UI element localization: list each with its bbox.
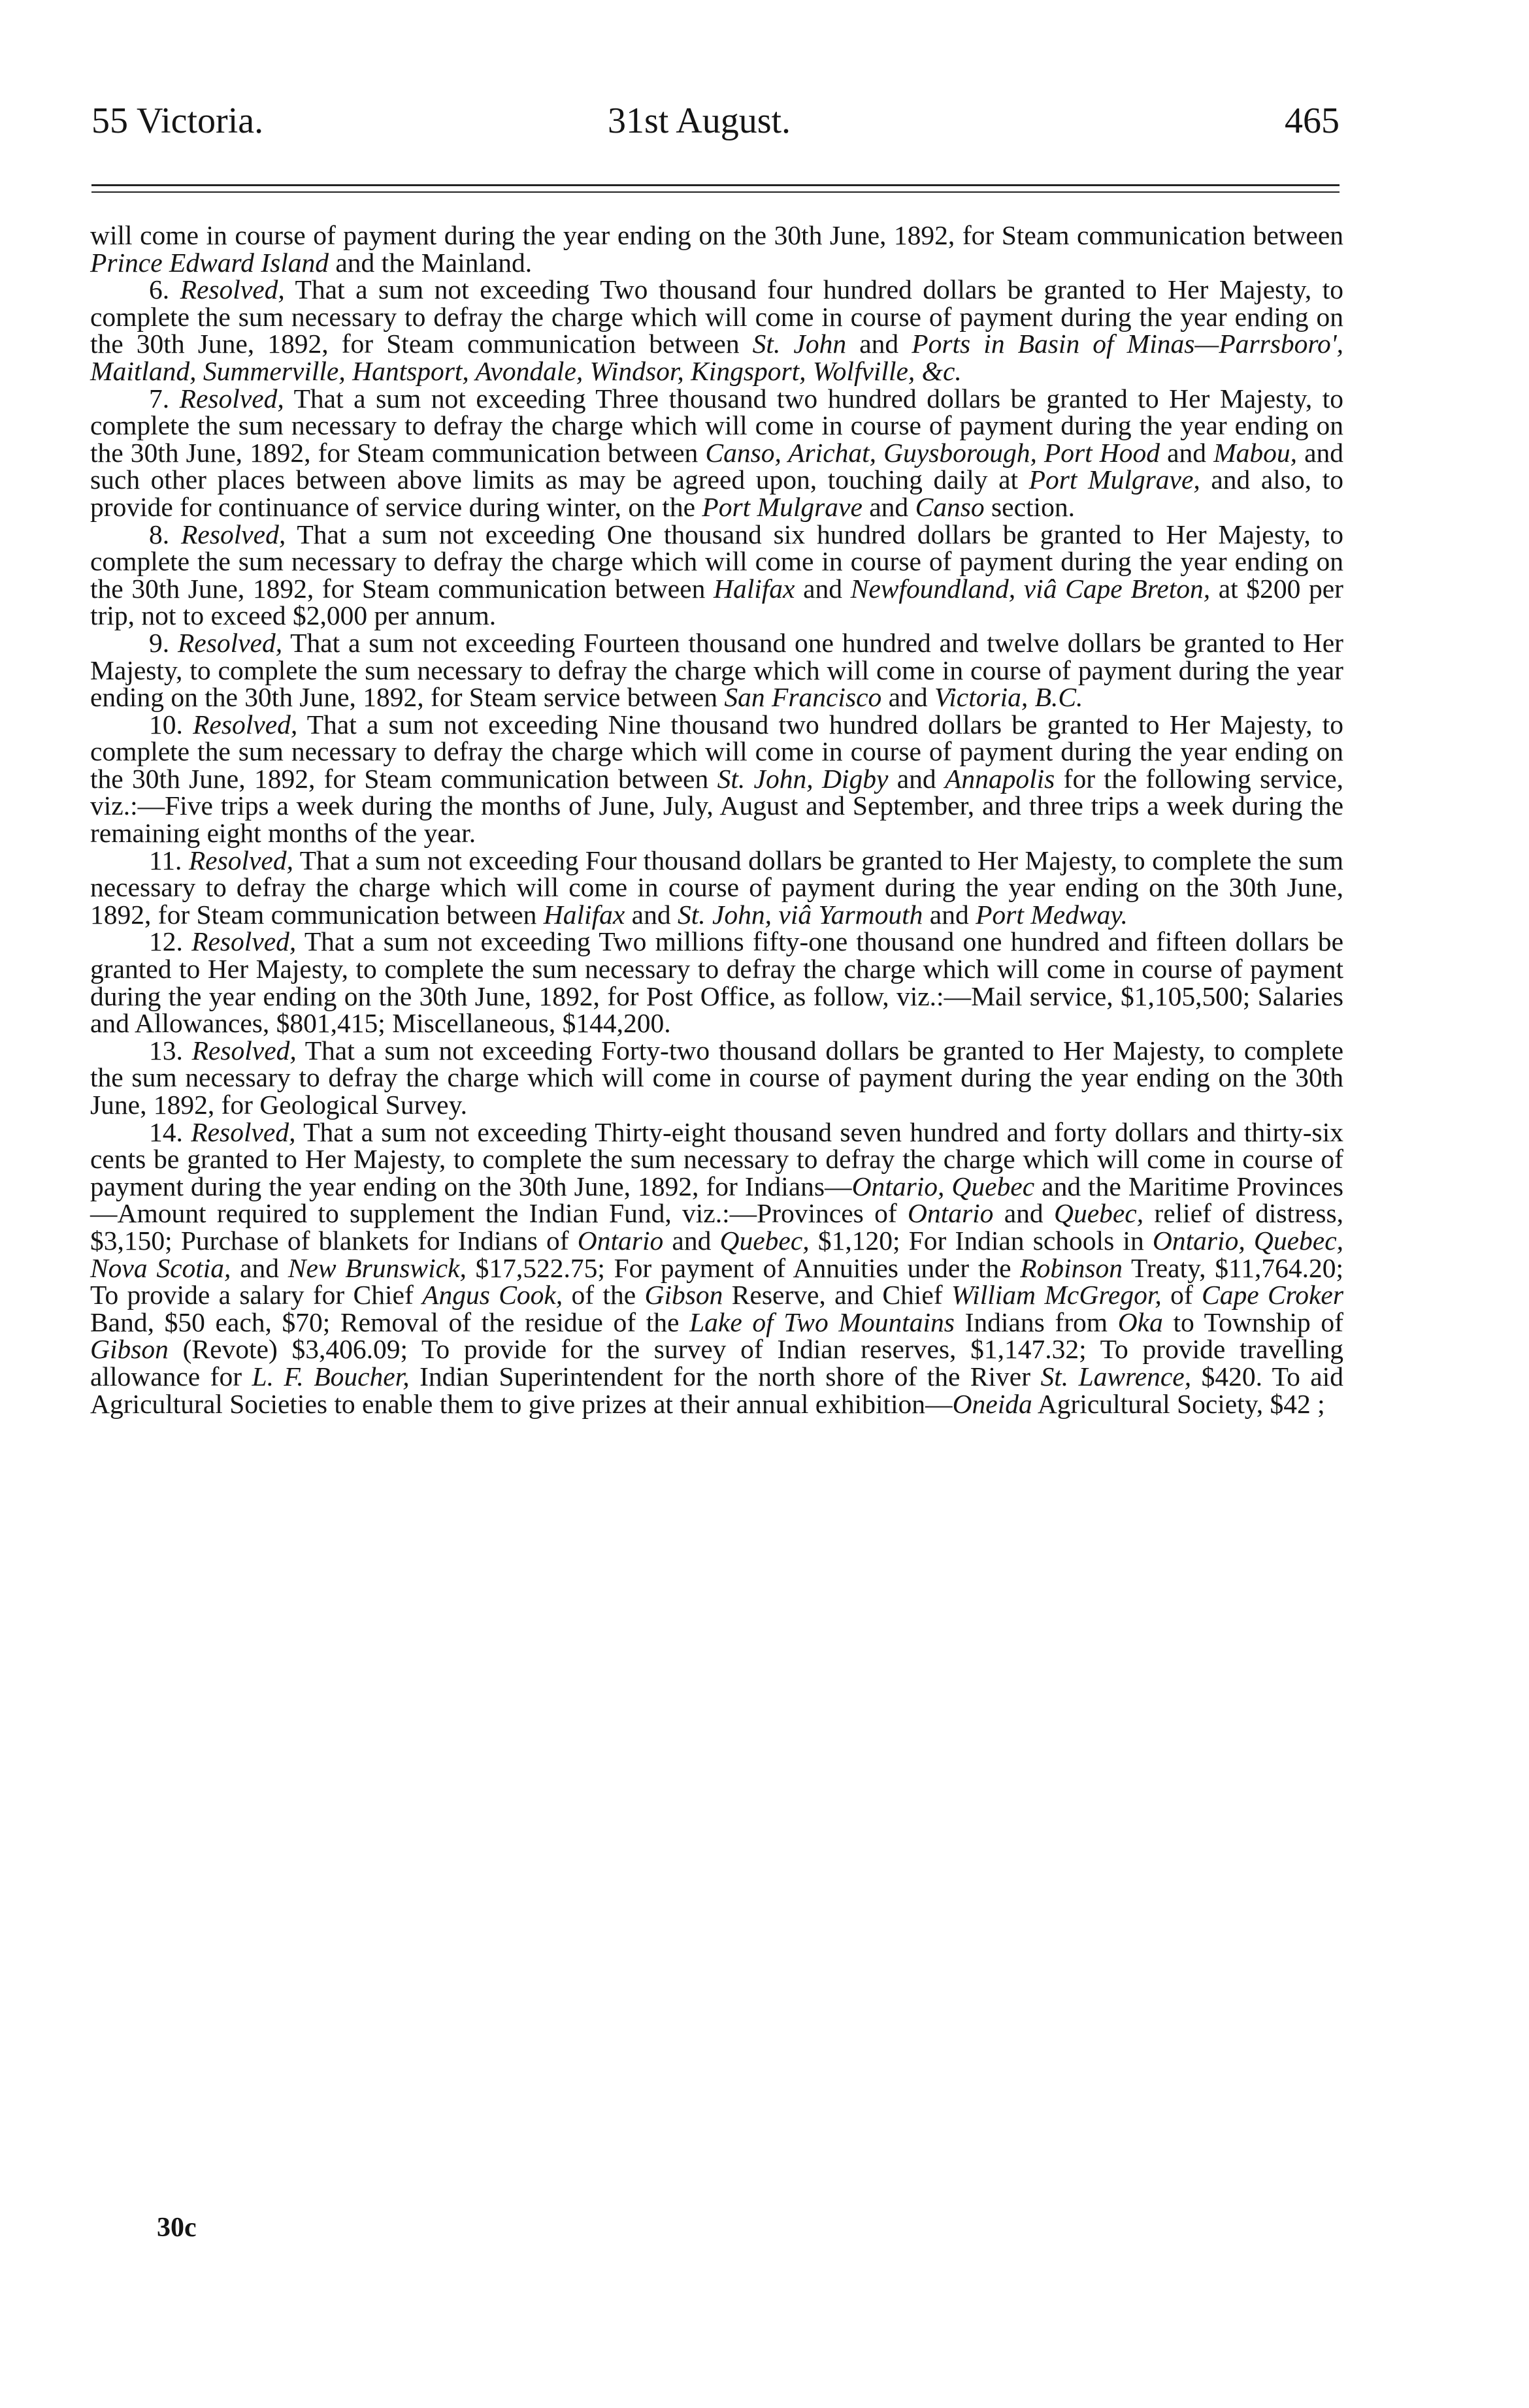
italic-text: Resolved,: [181, 519, 286, 549]
resolution-paragraph: [90, 276, 1343, 385]
italic-text: Resolved,: [180, 274, 285, 305]
resolution-paragraph: [90, 928, 1343, 1037]
italic-text: Gibson: [90, 1334, 169, 1365]
italic-text: Canso, Arichat, Guysborough, Port Hood: [705, 437, 1160, 468]
italic-text: Ontario, Quebec: [851, 1171, 1035, 1201]
italic-text: Oneida: [952, 1388, 1032, 1419]
signature-mark: 30c: [157, 2213, 197, 2243]
italic-text: Port Mulgrave,: [1028, 464, 1200, 495]
italic-text: Halifax: [543, 899, 625, 930]
italic-text: St. Lawrence,: [1040, 1361, 1192, 1391]
text-run: That a sum not exceeding Four thousand dollars be granted to Her Majesty, to complete the sum necessary to defray the charge which will come in course of payment during the year ending on the 30th June, 1892, for Steam communication between: [90, 845, 1343, 930]
text-run: and the Maritime Provinces—Amount required to supplement the Indian Fund, viz.:—Provinces of: [90, 1171, 1343, 1229]
text-run: at $200 per trip, not to exceed $2,000 per annum.: [90, 573, 1343, 631]
text-run: $1,120; For Indian schools in: [809, 1225, 1153, 1256]
text-run: Band, $50 each, $70; Removal of the residue of the: [90, 1307, 690, 1337]
italic-text: Resolved,: [193, 709, 298, 740]
italic-text: Resolved,: [188, 845, 293, 875]
session-label: 55 Victoria.: [91, 101, 264, 141]
text-run: (Revote) $3,406.09; To provide for the survey of Indian reserves, $1,147.32; To provide travelling allowance for: [90, 1334, 1343, 1391]
text-run: of: [1161, 1280, 1202, 1310]
resolution-paragraph: [90, 711, 1343, 847]
text-run: That a sum not exceeding Two thousand four hundred dollars be granted to Her Majesty, to complete the sum necessary to defray the charge which will come in course of payment during the year ending on the 30th June, 1892, for Steam communication between: [90, 274, 1344, 359]
text-run: That a sum not exceeding Two millions fifty-one thousand one hundred and fifteen dollars be granted to Her Majesty, to complete the sum necessary to defray the charge which will come in course of payment during the year ending on the 30th June, 1892, for Post Office, as follow, viz.:—Mail service, $1,105,500; Salaries and Allowances, $801,415; Miscellaneous, $144,200.: [90, 926, 1344, 1039]
text-run: relief of distress, $3,150; Purchase of blankets for Indians of: [90, 1198, 1343, 1256]
text-run: for the following service, viz.:—Five trips a week during the months of June, July, August and September, and three trips a week during the remaining eight months of the year.: [90, 763, 1344, 849]
italic-text: Canso: [915, 491, 985, 522]
italic-text: Lake of Two Mountains: [689, 1307, 955, 1337]
text-run: That a sum not exceeding Fourteen thousand one hundred and twelve dollars be granted to Her Majesty, to complete the sum necessary to defray the charge which will come in course of payment during the year ending on the 30th June, 1892, for Steam service between: [90, 627, 1343, 713]
italic-text: San Francisco: [724, 682, 882, 713]
text-run: and: [795, 573, 851, 604]
text-run: 6.: [149, 274, 180, 305]
text-run: 14.: [149, 1116, 191, 1147]
body-text: [90, 222, 1343, 1418]
text-run: and: [625, 899, 678, 930]
text-run: to Township of: [1162, 1307, 1343, 1337]
text-run: and: [846, 329, 912, 359]
italic-text: Angus Cook,: [422, 1280, 563, 1310]
italic-text: Prince Edward Island: [90, 247, 329, 278]
header-rule-secondary: [91, 191, 1340, 193]
text-run: 9.: [149, 627, 178, 658]
italic-text: Resolved,: [191, 1035, 297, 1066]
italic-text: Resolved,: [179, 383, 284, 414]
page-number: 465: [1285, 101, 1340, 141]
italic-text: Port Mulgrave: [702, 491, 863, 522]
resolution-paragraph: [90, 222, 1343, 276]
italic-text: William McGregor,: [951, 1280, 1162, 1310]
text-run: 7.: [149, 383, 180, 414]
italic-text: Resolved,: [191, 926, 297, 957]
italic-text: Port Medway.: [976, 899, 1128, 930]
italic-text: Ontario: [907, 1198, 994, 1229]
italic-text: Resolved,: [177, 627, 283, 658]
italic-text: Gibson: [644, 1280, 723, 1310]
text-run: 10.: [149, 709, 193, 740]
text-run: and: [888, 763, 945, 794]
resolution-paragraph: [90, 627, 1343, 713]
text-run: 8.: [149, 519, 182, 549]
italic-text: St. John, viâ Yarmouth: [677, 899, 923, 930]
italic-text: Victoria, B.C.: [934, 682, 1083, 713]
running-head: [91, 98, 1340, 157]
italic-text: St. John, Digby: [717, 763, 889, 794]
text-run: $420. To aid Agricultural Societies to enable them to give prizes at their annual exhibition—: [90, 1361, 1343, 1419]
italic-text: New Brunswick,: [288, 1252, 467, 1283]
text-run: Reserve, and Chief: [723, 1280, 951, 1310]
italic-text: Robinson: [1020, 1252, 1123, 1283]
text-run: and the Mainland.: [329, 247, 533, 278]
resolution-paragraph: [90, 385, 1343, 521]
italic-text: L. F. Boucher,: [252, 1361, 410, 1391]
italic-text: Ontario: [577, 1225, 664, 1256]
text-run: That a sum not exceeding Nine thousand two hundred dollars be granted to Her Majesty, to complete the sum necessary to defray the charge which will come in course of payment during the year ending on the 30th June, 1892, for Steam communication between: [90, 709, 1344, 794]
text-run: That a sum not exceeding Three thousand two hundred dollars be granted to Her Majesty, to complete the sum necessary to defray the charge which will come in course of payment during the year ending on the 30th June, 1892, for Steam communication between: [90, 383, 1343, 468]
text-run: and: [881, 682, 934, 713]
italic-text: Ontario, Quebec, Nova Scotia,: [90, 1225, 1344, 1283]
text-run: Indian Superintendent for the north shore of the River: [409, 1361, 1041, 1391]
italic-text: Resolved,: [191, 1116, 296, 1147]
text-run: and: [862, 491, 915, 522]
text-run: and such other places between above limits as may be agreed upon, touching daily at: [90, 437, 1344, 495]
text-run: Indians from: [954, 1307, 1118, 1337]
text-run: Treaty, $11,764.20; To provide a salary for Chief: [90, 1252, 1343, 1310]
text-run: and: [231, 1252, 288, 1283]
text-run: 11.: [149, 845, 189, 875]
text-run: and: [663, 1225, 720, 1256]
italic-text: Quebec,: [719, 1225, 810, 1256]
text-run: $17,522.75; For payment of Annuities under the: [466, 1252, 1021, 1283]
text-run: Agricultural Society, $42 ;: [1032, 1388, 1325, 1419]
resolution-paragraph: [90, 1037, 1343, 1119]
header-rule: [91, 184, 1340, 186]
italic-text: Quebec,: [1053, 1198, 1144, 1229]
text-run: and: [923, 899, 976, 930]
text-run: and: [1160, 437, 1214, 468]
resolution-paragraph: [90, 521, 1343, 630]
text-run: and also, to provide for continuance of service during winter, on the: [90, 464, 1343, 522]
italic-text: Ports in Basin of Minas—Parrsboro', Maitland, Summerville, Hantsport, Avondale, Windsor, Kingsport, Wolfville, &c.: [90, 329, 1343, 386]
italic-text: Cape Croker: [1202, 1280, 1343, 1310]
italic-text: Newfoundland, viâ Cape Breton,: [850, 573, 1211, 604]
text-run: That a sum not exceeding Forty-two thousand dollars be granted to Her Majesty, to complete the sum necessary to defray the charge which will come in course of payment during the year ending on the 30th June, 1892, for Geological Survey.: [90, 1035, 1344, 1120]
text-run: 13.: [149, 1035, 192, 1066]
text-run: and: [993, 1198, 1054, 1229]
resolution-paragraph: [90, 1116, 1344, 1419]
italic-text: Oka: [1117, 1307, 1163, 1337]
italic-text: St. John: [752, 329, 847, 359]
text-run: will come in course of payment during the year ending on the 30th June, 1892, for Steam communication between: [90, 220, 1343, 250]
text-run: That a sum not exceeding Thirty-eight thousand seven hundred and forty dollars and thirty-six cents be granted to Her Majesty, to complete the sum necessary to defray the charge which will come in course of payment during the year ending on the 30th June, 1892, for Indians—: [90, 1116, 1343, 1201]
text-run: That a sum not exceeding One thousand six hundred dollars be granted to Her Majesty, to complete the sum necessary to defray the charge which will come in course of payment during the year ending on the 30th June, 1892, for Steam communication between: [90, 519, 1344, 604]
italic-text: Annapolis: [944, 763, 1055, 794]
text-run: of the: [563, 1280, 645, 1310]
italic-text: Halifax: [713, 573, 795, 604]
date-label: 31st August.: [608, 101, 791, 141]
text-run: section.: [984, 491, 1075, 522]
resolution-paragraph: [90, 847, 1343, 929]
italic-text: Mabou,: [1213, 437, 1298, 468]
text-run: 12.: [149, 926, 192, 957]
